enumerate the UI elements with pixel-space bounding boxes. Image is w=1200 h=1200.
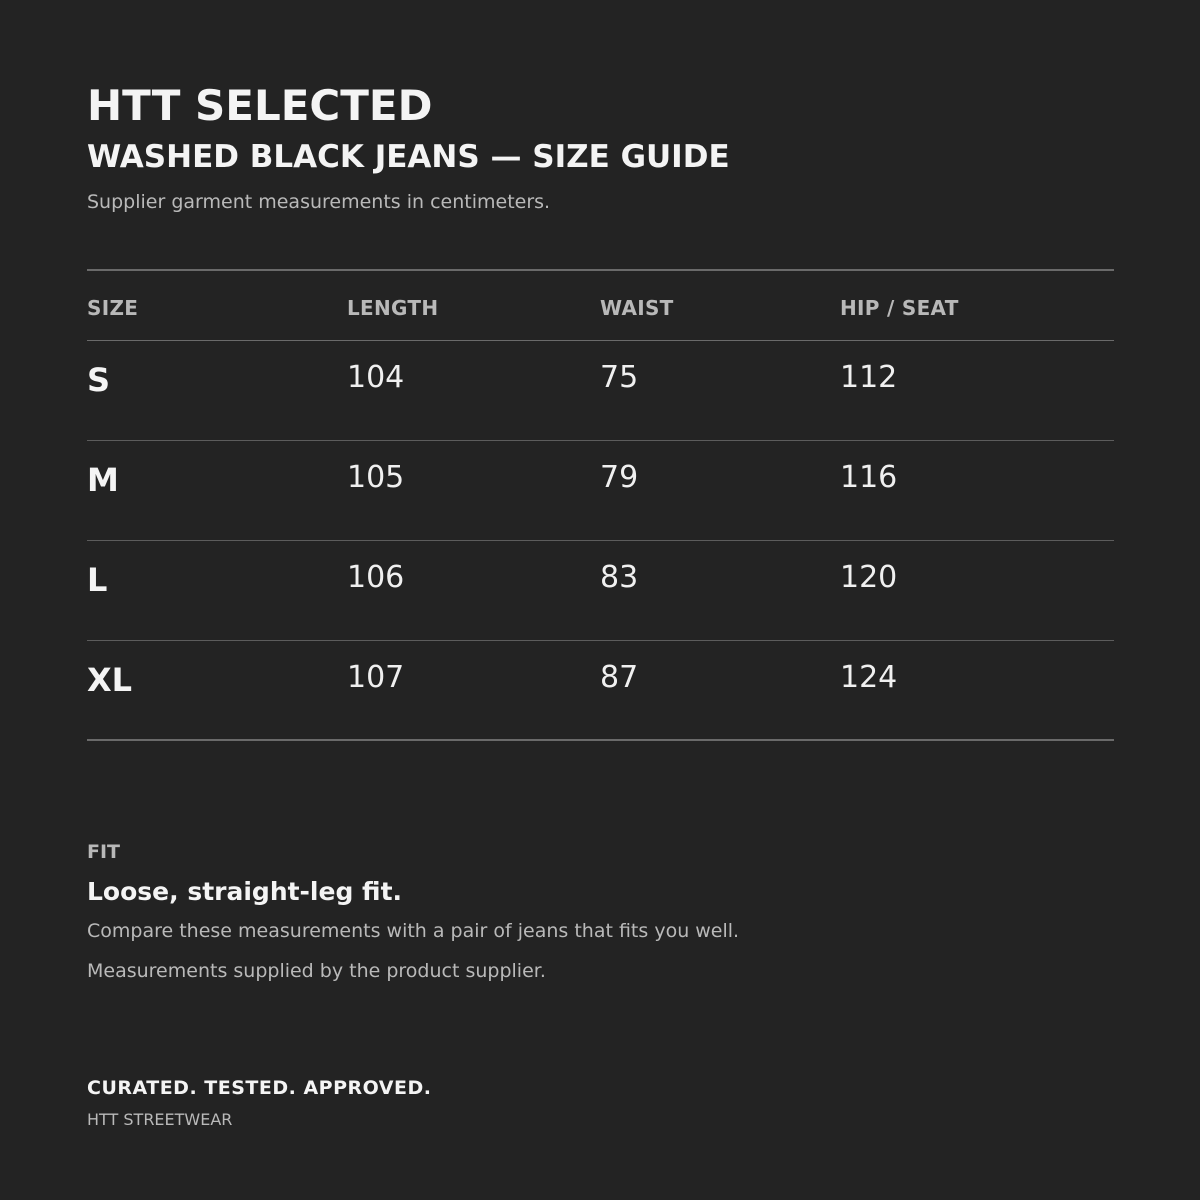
hip-seat-cell: 112	[840, 360, 898, 395]
fit-supplier-note: Measurements supplied by the product supplier.	[87, 960, 546, 982]
size-cell: XL	[87, 661, 133, 699]
size-guide-page	[87, 0, 1114, 1200]
hip-seat-cell: 120	[840, 560, 898, 595]
size-cell: L	[87, 561, 108, 599]
table-header-row	[87, 269, 1114, 341]
table-row-m	[87, 441, 1114, 541]
hip-seat-cell: 116	[840, 460, 898, 495]
column-header-waist: WAIST	[600, 296, 674, 320]
column-header-size: SIZE	[87, 296, 139, 320]
length-cell: 106	[347, 560, 405, 595]
fit-section-label: FIT	[87, 841, 121, 863]
footer-tagline: CURATED. TESTED. APPROVED.	[87, 1077, 432, 1099]
waist-cell: 83	[600, 560, 639, 595]
fit-compare-note: Compare these measurements with a pair of jeans that fits you well.	[87, 920, 740, 942]
table-row-xl	[87, 641, 1114, 741]
page-subtitle: Supplier garment measurements in centimeters.	[87, 191, 551, 213]
length-cell: 107	[347, 660, 405, 695]
length-cell: 105	[347, 460, 405, 495]
column-header-length: LENGTH	[347, 296, 439, 320]
size-cell: M	[87, 461, 119, 499]
hip-seat-cell: 124	[840, 660, 898, 695]
table-row-l	[87, 541, 1114, 641]
waist-cell: 79	[600, 460, 639, 495]
column-header-hip-seat: HIP / SEAT	[840, 296, 959, 320]
waist-cell: 87	[600, 660, 639, 695]
length-cell: 104	[347, 360, 405, 395]
footer-brand: HTT STREETWEAR	[87, 1110, 233, 1129]
product-title: WASHED BLACK JEANS — SIZE GUIDE	[87, 139, 730, 175]
waist-cell: 75	[600, 360, 639, 395]
fit-heading: Loose, straight-leg fit.	[87, 877, 403, 906]
size-cell: S	[87, 361, 111, 399]
table-row-s	[87, 341, 1114, 441]
brand-title: HTT SELECTED	[87, 81, 433, 130]
size-table	[87, 269, 1114, 741]
